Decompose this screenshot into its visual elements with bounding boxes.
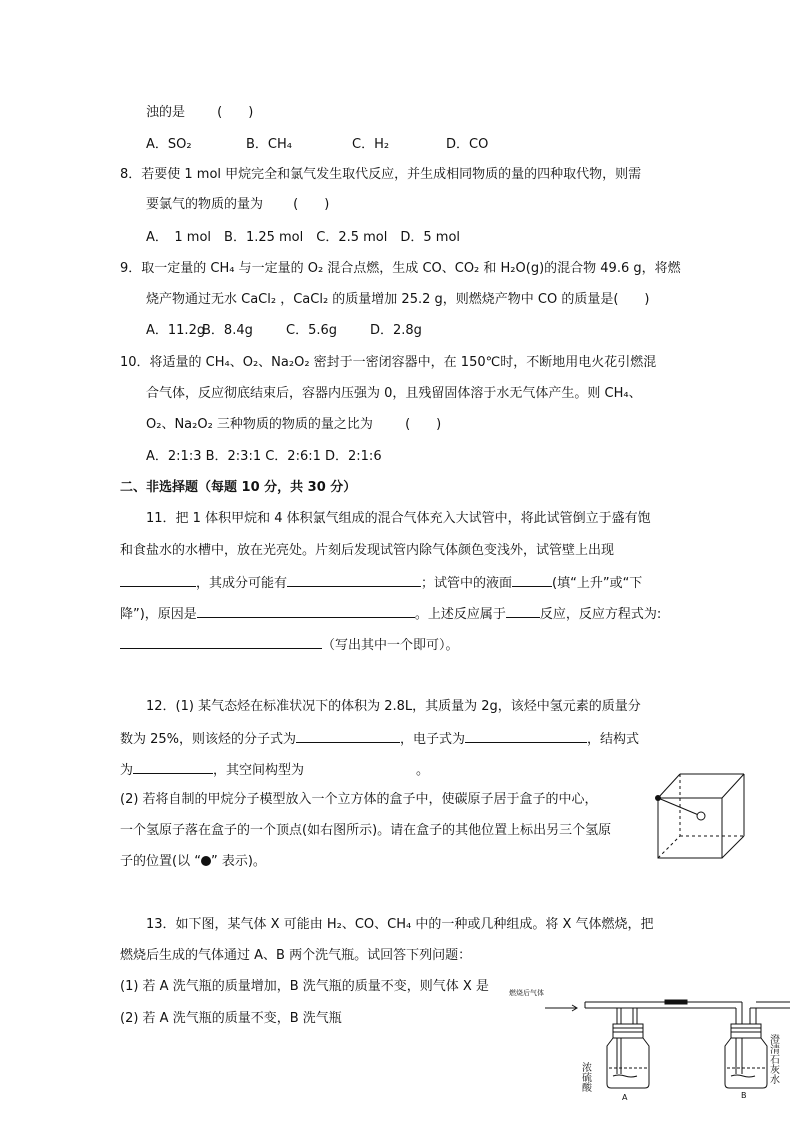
q9-option-d: D．2.8g [370,323,422,338]
q9-line2: 烧产物通过无水 CaCl₂ ，CaCl₂ 的质量增加 25.2 g，则燃烧产物中 CO 的质量是( ) [146,292,650,307]
q10-line1: 10．将适量的 CH₄、O₂、Na₂O₂ 密封于一密闭容器中，在 150℃时，不断地用电火花引燃混 [120,355,657,370]
q7-option-c: C．H₂ [352,137,390,152]
q13-sub1: (1) 若 A 洗气瓶的质量增加，B 洗气瓶的质量不变，则气体 X 是 [120,979,489,994]
q12-part2-line3: 子的位置(以 “ ” 表示)。 [120,854,266,869]
q8-options: A． 1 mol B．1.25 mol C．2.5 mol D．5 mol [146,230,461,245]
q9-option-a: A．11.2g [146,323,206,338]
q7-option-b: B．CH₄ [246,137,292,152]
q12-part2-line1: (2) 若将自制的甲烷分子模型放入一个立方体的盒子中，使碳原子居于盒子的中心， [120,792,598,807]
answer-blank[interactable] [287,573,421,587]
answer-blank[interactable] [506,604,540,618]
answer-blank[interactable] [120,573,196,587]
pipe-connector [665,1000,687,1004]
q11-line4: 降”)，原因是 。上述反应属于 反应，反应方程式为: [120,604,661,624]
q8-line1: 8．若要使 1 mol 甲烷完全和氯气发生取代反应，并生成相同物质的量的四种取代物，则需 [120,167,642,182]
bottle-a-side-label: 浓硫酸 [579,1062,591,1092]
q7-stem: 浊的是 ( ) [146,105,254,120]
q11-line5: （写出其中一个即可）。 [120,635,459,655]
hydrogen-dot-icon [201,856,211,866]
q12-line1: 12．(1) 某气态烃在标准状况下的体积为 2.8L，其质量为 2g，该烃中氢元素的质量分 [146,699,641,714]
carbon-atom-icon [697,812,705,820]
q11-line2: 和食盐水的水槽中，放在光亮处。片刻后发现试管内除气体颜色变浅外，试管壁上出现 [120,543,615,558]
bottle-a-label: A [622,1093,628,1102]
q11-line3: ，其成分可能有 ；试管中的液面 (填“上升”或“下 [120,573,642,593]
answer-blank[interactable] [512,573,552,587]
q12-line2: 数为 25%，则该烃的分子式为 ，电子式为 ，结构式 [120,729,639,749]
q7-option-d: D．CO [446,137,489,152]
answer-blank[interactable] [120,635,322,649]
bottle-b [725,1038,767,1088]
q13-line1: 13．如下图，某气体 X 可能由 H₂、CO、CH₄ 中的一种或几种组成。将 X 气体燃烧，把 [146,917,654,932]
cube-figure [650,770,752,862]
q10-options: A．2:1:3 B．2:3:1 C．2:6:1 D．2:1:6 [146,449,382,464]
inlet-label: 燃烧后气体 [509,989,544,997]
q13-sub2: (2) 若 A 洗气瓶的质量不变，B 洗气瓶 [120,1011,342,1026]
bottle-b-label: B [741,1091,747,1100]
gas-washing-apparatus [505,984,790,1104]
answer-blank[interactable] [197,604,415,618]
q10-line2: 合气体，反应彻底结束后，容器内压强为 0，且残留固体溶于水无气体产生。则 CH₄、 [146,386,642,401]
hydrogen-atom-icon [655,795,661,801]
q8-line2: 要氯气的物质的量为 ( ) [146,197,330,212]
answer-blank[interactable] [133,760,213,774]
bottle-b-side-label: 澄清石灰水 [767,1034,779,1084]
section-title: 二、非选择题（每题 10 分，共 30 分） [120,480,357,495]
q9-line1: 9．取一定量的 CH₄ 与一定量的 O₂ 混合点燃，生成 CO、CO₂ 和 H₂O(g)的混合物 49.6 g，将燃 [120,261,681,276]
answer-blank[interactable] [296,729,400,743]
q13-line2: 燃烧后生成的气体通过 A、B 两个洗气瓶。试回答下列问题： [120,948,472,963]
q7-option-a: A．SO₂ [146,137,192,152]
stopper-a [613,1024,643,1038]
answer-blank[interactable] [465,729,587,743]
q12-part2-line2: 一个氢原子落在盒子的一个顶点(如右图所示)。请在盒子的其他位置上标出另三个氢原 [120,823,612,838]
q12-line3: 为 ，其空间构型为 。 [120,760,429,780]
q9-option-c: C．5.6g [286,323,338,338]
q11-line1: 11．把 1 体积甲烷和 4 体积氯气组成的混合气体充入大试管中，将此试管倒立于盛有饱 [146,511,651,526]
bottle-a [607,1038,649,1088]
q10-line3: O₂、Na₂O₂ 三种物质的物质的量之比为 ( ) [146,417,442,432]
q9-option-b: B．8.4g [202,323,253,338]
stopper-b [731,1024,761,1038]
